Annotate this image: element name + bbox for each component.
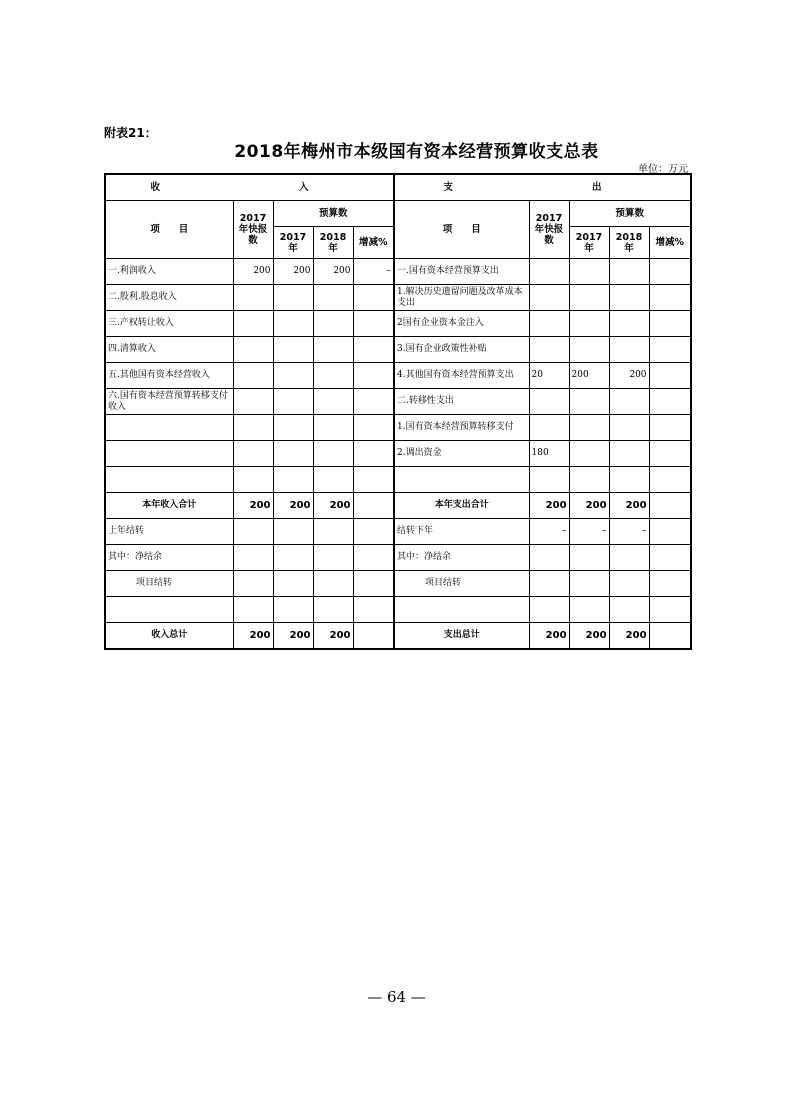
value-cell bbox=[313, 311, 353, 337]
value-cell bbox=[649, 519, 691, 545]
value-cell bbox=[233, 363, 273, 389]
expense-item: 其中：净结余 bbox=[394, 545, 529, 571]
value-cell bbox=[569, 597, 609, 623]
value-cell bbox=[609, 597, 649, 623]
expense-item: 项目结转 bbox=[394, 571, 529, 597]
value-cell: 200 bbox=[609, 363, 649, 389]
income-item: 本年收入合计 bbox=[105, 493, 233, 519]
value-cell bbox=[273, 571, 313, 597]
value-cell bbox=[649, 337, 691, 363]
value-cell: 200 bbox=[313, 623, 353, 650]
value-cell: 180 bbox=[529, 441, 569, 467]
table-row bbox=[105, 363, 691, 389]
value-cell: 200 bbox=[233, 623, 273, 650]
item-header: 项 目 bbox=[105, 201, 233, 259]
value-cell bbox=[273, 545, 313, 571]
value-cell bbox=[353, 467, 394, 493]
value-cell bbox=[273, 337, 313, 363]
value-cell bbox=[569, 311, 609, 337]
value-cell bbox=[233, 285, 273, 311]
value-cell bbox=[233, 571, 273, 597]
value-cell bbox=[649, 441, 691, 467]
prelim-header: 2017年快报数 bbox=[529, 201, 569, 259]
value-cell bbox=[233, 519, 273, 545]
expense-item: 1.解决历史遗留问题及改革成本支出 bbox=[394, 285, 529, 311]
value-cell bbox=[569, 389, 609, 415]
value-cell bbox=[649, 363, 691, 389]
value-cell bbox=[529, 389, 569, 415]
value-cell bbox=[353, 415, 394, 441]
value-cell bbox=[609, 285, 649, 311]
income-item bbox=[105, 597, 233, 623]
value-cell bbox=[649, 311, 691, 337]
value-cell bbox=[233, 415, 273, 441]
value-cell: – bbox=[353, 259, 394, 285]
budget-table bbox=[104, 173, 692, 650]
income-item bbox=[105, 467, 233, 493]
year-2018-header: 2018年 bbox=[609, 227, 649, 259]
expense-item: 2.调出资金 bbox=[394, 441, 529, 467]
value-cell: 200 bbox=[233, 259, 273, 285]
income-item bbox=[105, 415, 233, 441]
table-row bbox=[105, 623, 691, 650]
income-header: 收 入 bbox=[105, 174, 394, 201]
value-cell bbox=[569, 337, 609, 363]
value-cell bbox=[353, 493, 394, 519]
value-cell bbox=[353, 363, 394, 389]
expense-item: 支出总计 bbox=[394, 623, 529, 650]
table-note: 附表21： bbox=[104, 126, 157, 140]
value-cell bbox=[609, 415, 649, 441]
income-item: 一.利润收入 bbox=[105, 259, 233, 285]
table-row bbox=[105, 571, 691, 597]
value-cell bbox=[649, 285, 691, 311]
value-cell bbox=[569, 285, 609, 311]
change-header: 增减% bbox=[649, 227, 691, 259]
year-2017-header: 2017年 bbox=[569, 227, 609, 259]
value-cell bbox=[529, 259, 569, 285]
value-cell bbox=[233, 337, 273, 363]
value-cell: 200 bbox=[529, 623, 569, 650]
value-cell: 200 bbox=[609, 623, 649, 650]
page-number: — 64 — bbox=[367, 988, 426, 1006]
page-title: 2018年梅州市本级国有资本经营预算收支总表 bbox=[234, 142, 599, 162]
value-cell bbox=[529, 545, 569, 571]
value-cell bbox=[529, 285, 569, 311]
value-cell: – bbox=[569, 519, 609, 545]
expense-item: 本年支出合计 bbox=[394, 493, 529, 519]
year-2017-header: 2017年 bbox=[273, 227, 313, 259]
value-cell bbox=[313, 415, 353, 441]
value-cell bbox=[529, 337, 569, 363]
income-item: 项目结转 bbox=[105, 571, 233, 597]
unit-label: 单位：万元 bbox=[638, 164, 688, 175]
value-cell: – bbox=[609, 519, 649, 545]
value-cell bbox=[233, 441, 273, 467]
value-cell bbox=[649, 597, 691, 623]
value-cell bbox=[569, 571, 609, 597]
table-row bbox=[105, 467, 691, 493]
value-cell bbox=[529, 597, 569, 623]
value-cell bbox=[273, 363, 313, 389]
value-cell bbox=[353, 441, 394, 467]
value-cell bbox=[233, 389, 273, 415]
expense-item: 1.国有资本经营预算转移支付 bbox=[394, 415, 529, 441]
value-cell bbox=[569, 259, 609, 285]
table-row bbox=[105, 415, 691, 441]
value-cell bbox=[233, 467, 273, 493]
value-cell bbox=[649, 389, 691, 415]
value-cell bbox=[569, 441, 609, 467]
value-cell bbox=[313, 519, 353, 545]
table-row bbox=[105, 389, 691, 415]
income-item: 收入总计 bbox=[105, 623, 233, 650]
value-cell bbox=[569, 415, 609, 441]
budget-header: 预算数 bbox=[569, 201, 691, 227]
value-cell: – bbox=[529, 519, 569, 545]
income-item: 六.国有资本经营预算转移支付收入 bbox=[105, 389, 233, 415]
value-cell bbox=[273, 389, 313, 415]
change-header: 增减% bbox=[353, 227, 394, 259]
value-cell: 200 bbox=[609, 493, 649, 519]
value-cell: 200 bbox=[569, 493, 609, 519]
value-cell bbox=[353, 519, 394, 545]
value-cell bbox=[313, 363, 353, 389]
value-cell bbox=[233, 311, 273, 337]
value-cell: 200 bbox=[233, 493, 273, 519]
value-cell bbox=[649, 415, 691, 441]
value-cell: 200 bbox=[273, 623, 313, 650]
value-cell bbox=[569, 467, 609, 493]
table-row bbox=[105, 545, 691, 571]
value-cell bbox=[313, 441, 353, 467]
value-cell: 200 bbox=[273, 259, 313, 285]
table-row bbox=[105, 597, 691, 623]
value-cell bbox=[529, 571, 569, 597]
value-cell bbox=[609, 337, 649, 363]
expense-header: 支 出 bbox=[394, 174, 691, 201]
expense-item bbox=[394, 467, 529, 493]
value-cell bbox=[233, 597, 273, 623]
value-cell bbox=[313, 545, 353, 571]
value-cell bbox=[313, 571, 353, 597]
value-cell: 200 bbox=[273, 493, 313, 519]
value-cell bbox=[529, 467, 569, 493]
expense-item: 一.国有资本经营预算支出 bbox=[394, 259, 529, 285]
value-cell bbox=[273, 285, 313, 311]
value-cell bbox=[353, 337, 394, 363]
income-item: 三.产权转让收入 bbox=[105, 311, 233, 337]
income-item: 五.其他国有资本经营收入 bbox=[105, 363, 233, 389]
table-row bbox=[105, 259, 691, 285]
table-row bbox=[105, 337, 691, 363]
value-cell bbox=[569, 545, 609, 571]
value-cell bbox=[609, 259, 649, 285]
value-cell bbox=[649, 623, 691, 650]
value-cell bbox=[273, 467, 313, 493]
value-cell bbox=[353, 623, 394, 650]
value-cell: 200 bbox=[569, 363, 609, 389]
table-row bbox=[105, 519, 691, 545]
value-cell: 200 bbox=[313, 493, 353, 519]
prelim-header: 2017年快报数 bbox=[233, 201, 273, 259]
value-cell bbox=[313, 337, 353, 363]
value-cell bbox=[609, 389, 649, 415]
value-cell bbox=[353, 389, 394, 415]
table-row bbox=[105, 493, 691, 519]
value-cell bbox=[313, 467, 353, 493]
value-cell bbox=[609, 441, 649, 467]
income-item bbox=[105, 441, 233, 467]
value-cell bbox=[233, 545, 273, 571]
value-cell bbox=[529, 311, 569, 337]
value-cell bbox=[649, 571, 691, 597]
expense-item: 3.国有企业政策性补贴 bbox=[394, 337, 529, 363]
value-cell bbox=[353, 571, 394, 597]
table-row bbox=[105, 311, 691, 337]
budget-header: 预算数 bbox=[273, 201, 394, 227]
table-row bbox=[105, 441, 691, 467]
value-cell: 200 bbox=[313, 259, 353, 285]
value-cell bbox=[649, 545, 691, 571]
value-cell bbox=[313, 285, 353, 311]
value-cell bbox=[609, 311, 649, 337]
year-2018-header: 2018年 bbox=[313, 227, 353, 259]
value-cell bbox=[313, 389, 353, 415]
value-cell bbox=[609, 571, 649, 597]
table-row bbox=[105, 285, 691, 311]
value-cell: 200 bbox=[529, 493, 569, 519]
expense-item: 结转下年 bbox=[394, 519, 529, 545]
expense-item bbox=[394, 597, 529, 623]
value-cell bbox=[313, 597, 353, 623]
value-cell bbox=[649, 259, 691, 285]
value-cell bbox=[353, 285, 394, 311]
income-item: 四.清算收入 bbox=[105, 337, 233, 363]
value-cell bbox=[609, 545, 649, 571]
value-cell bbox=[353, 597, 394, 623]
value-cell: 20 bbox=[529, 363, 569, 389]
value-cell bbox=[273, 441, 313, 467]
expense-item: 4.其他国有资本经营预算支出 bbox=[394, 363, 529, 389]
value-cell bbox=[529, 415, 569, 441]
value-cell bbox=[353, 545, 394, 571]
value-cell bbox=[649, 467, 691, 493]
income-item: 二.股利.股息收入 bbox=[105, 285, 233, 311]
value-cell bbox=[353, 311, 394, 337]
income-item: 其中：净结余 bbox=[105, 545, 233, 571]
value-cell bbox=[273, 415, 313, 441]
income-item: 上年结转 bbox=[105, 519, 233, 545]
value-cell: 200 bbox=[569, 623, 609, 650]
value-cell bbox=[273, 597, 313, 623]
value-cell bbox=[273, 311, 313, 337]
value-cell bbox=[273, 519, 313, 545]
value-cell bbox=[609, 467, 649, 493]
expense-item: 2国有企业资本金注入 bbox=[394, 311, 529, 337]
expense-item: 二.转移性支出 bbox=[394, 389, 529, 415]
value-cell bbox=[649, 493, 691, 519]
item-header: 项 目 bbox=[394, 201, 529, 259]
